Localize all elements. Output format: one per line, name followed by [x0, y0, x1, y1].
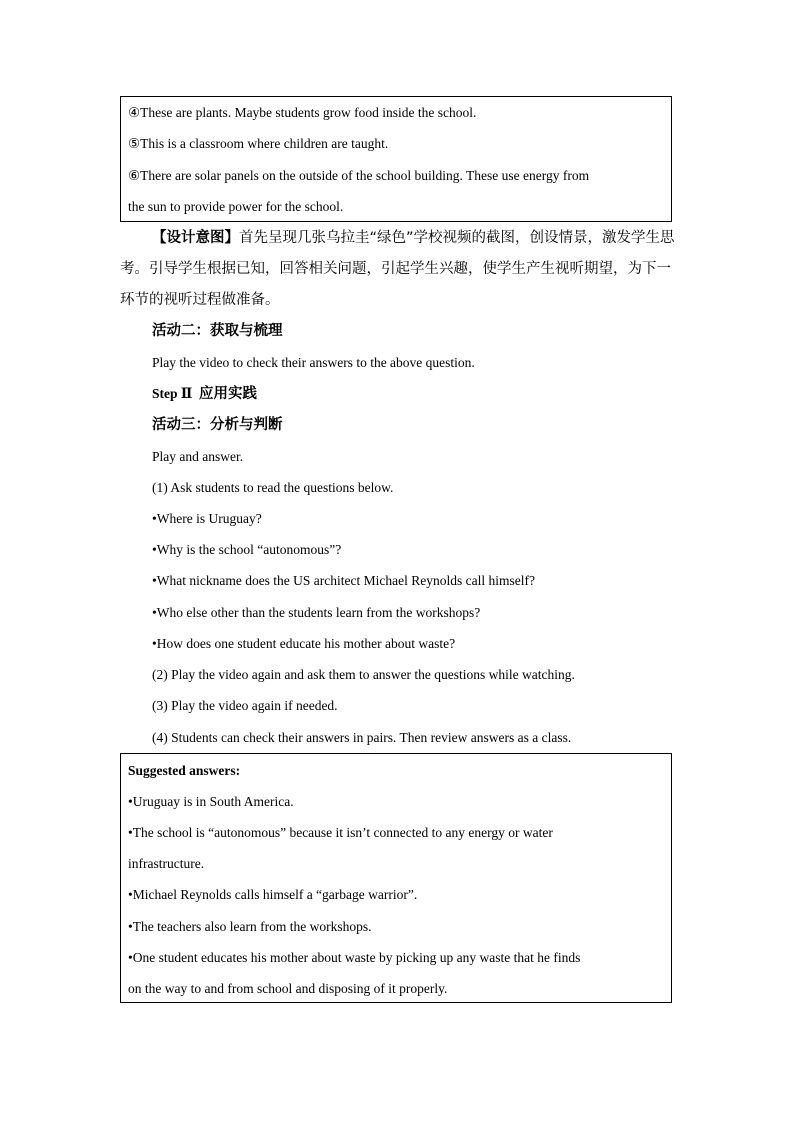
- design-intent-text: 首先呈现几张乌拉圭“绿色”学校视频的截图，创设情景，激发学生思考。引导学生根据已知，回答相关问题，引起学生兴趣，使学生产生视听期望，为下一环节的视听过程做准备。: [120, 230, 675, 308]
- sentence-5: ⑤This is a classroom where children are taught.: [128, 136, 389, 151]
- suggested-answers-title: Suggested answers:: [128, 763, 241, 778]
- answer-4: •The teachers also learn from the workshops.: [128, 919, 372, 934]
- step-2-title: 应用实践: [199, 386, 258, 402]
- activity-3-heading: 活动三：分析与判断: [152, 417, 283, 433]
- question-5: •How does one student educate his mother about waste?: [152, 636, 456, 651]
- answer-3: •Michael Reynolds calls himself a “garbage warrior”.: [128, 887, 418, 902]
- step-2-heading: [152, 384, 257, 404]
- sentence-4: ④These are plants. Maybe students grow food inside the school.: [128, 105, 477, 120]
- design-intent-paragraph: [120, 223, 675, 316]
- activity-2-heading: 活动二：获取与梳理: [152, 323, 283, 339]
- question-4: •Who else other than the students learn from the workshops?: [152, 605, 481, 620]
- activity-3-intro: Play and answer.: [152, 449, 244, 464]
- question-2: •Why is the school “autonomous”?: [152, 542, 342, 557]
- question-3: •What nickname does the US architect Michael Reynolds call himself?: [152, 573, 535, 588]
- answer-2: •The school is “autonomous” because it isn’t connected to any energy or water: [128, 825, 553, 840]
- sentence-6-continued: the sun to provide power for the school.: [128, 199, 344, 214]
- sentence-6: ⑥There are solar panels on the outside of the school building. These use energy from: [128, 168, 590, 183]
- sentence-box: [120, 96, 672, 222]
- answer-5: •One student educates his mother about waste by picking up any waste that he finds: [128, 950, 581, 965]
- answer-5-continued: on the way to and from school and disposing of it properly.: [128, 981, 448, 996]
- instruction-4: (4) Students can check their answers in pairs. Then review answers as a class.: [152, 730, 572, 745]
- design-intent-label: 【设计意图】: [152, 230, 239, 246]
- instruction-3: (3) Play the video again if needed.: [152, 698, 338, 713]
- answer-1: •Uruguay is in South America.: [128, 794, 294, 809]
- answer-2-continued: infrastructure.: [128, 856, 205, 871]
- suggested-answers-box: [120, 753, 672, 1003]
- question-1: •Where is Uruguay?: [152, 511, 262, 526]
- instruction-1: (1) Ask students to read the questions below.: [152, 480, 394, 495]
- instruction-2: (2) Play the video again and ask them to answer the questions while watching.: [152, 667, 575, 682]
- step-2-label: Step Ⅱ: [152, 386, 193, 401]
- activity-2-text: Play the video to check their answers to the above question.: [152, 355, 475, 370]
